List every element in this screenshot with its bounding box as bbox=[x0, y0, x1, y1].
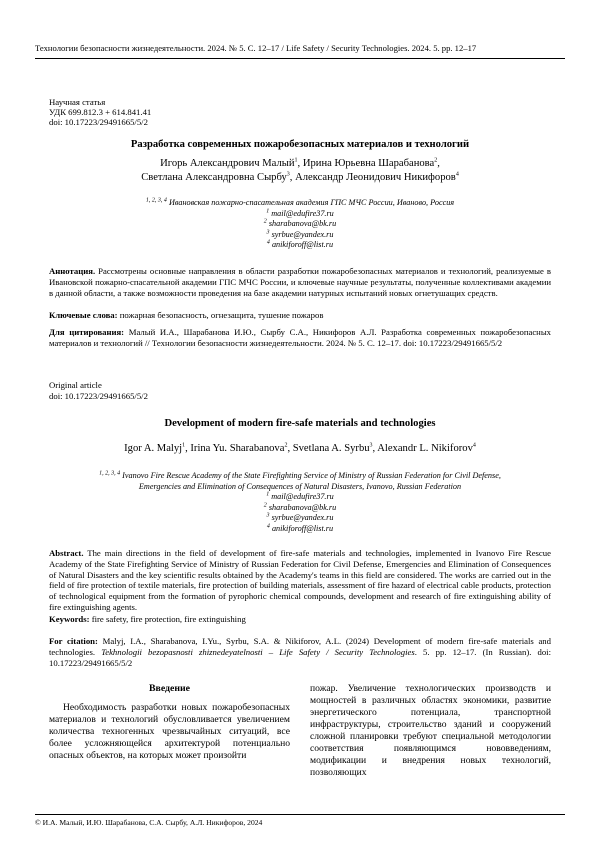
abstract-ru bbox=[49, 266, 551, 298]
intro-left-column: Необходимость разработки новых пожаробезопасных материалов и технологий обусловливается увеличением количества техногенных чрезвычайных ситуаций, все более усложняющейся архитектурой потенциально опасных объектов, на которых может произойти bbox=[49, 702, 290, 761]
citation-ru-label: Для цитирования: bbox=[49, 327, 125, 337]
email-4-ru: $^4$ anikiforoff@list.ru bbox=[266, 239, 334, 249]
author-1-ru: Игорь Александрович Малый bbox=[160, 158, 295, 169]
affiliation-ru-sup: 1, 2, 3, 4 bbox=[145, 197, 167, 204]
keywords-en-text: fire safety, fire protection, fire extinguishing bbox=[89, 614, 246, 624]
affiliation-en bbox=[35, 471, 565, 534]
affiliation-ru-text: Ивановская пожарно-спасательная академия ГПС МЧС России, Иваново, Россия bbox=[166, 198, 455, 207]
keywords-en bbox=[49, 614, 551, 625]
author-2-ru-sup: 2 bbox=[434, 157, 438, 164]
citation-en-journal: Tekhnologii bezopasnosti zhiznedeyatelnosti – Life Safety / Security Technologies bbox=[101, 646, 415, 657]
header-rule bbox=[35, 58, 565, 59]
running-header: Технологии безопасности жизнедеятельности. 2024. № 5. С. 12–17 / Life Safety / Security Technologies. 2024. 5. pp. 12–17 bbox=[35, 43, 477, 53]
article-type-ru: Научная статья bbox=[49, 97, 106, 107]
citation-ru bbox=[49, 327, 551, 349]
article-type-en: Original article bbox=[49, 380, 102, 390]
udk: УДК 699.812.3 + 614.841.41 bbox=[49, 107, 152, 117]
email-3-en: $^3$ syrbue@yandex.ru bbox=[266, 512, 334, 522]
affiliation-ru bbox=[35, 198, 565, 251]
keywords-ru bbox=[49, 310, 551, 321]
authors-en: Igor A. Malyj$^1$, Irina Yu. Sharabanova$^2$, Svetlana A. Syrbu$^3$, Alexandr L. Nikiforov$^4$ bbox=[124, 442, 476, 454]
email-3-ru: $^3$ syrbue@yandex.ru bbox=[266, 228, 334, 239]
doi-ru: doi: 10.17223/29491665/5/2 bbox=[49, 117, 148, 127]
doi-en: doi: 10.17223/29491665/5/2 bbox=[49, 391, 148, 401]
author-1-en: Igor A. Malyj bbox=[124, 443, 183, 454]
author-2-en: , Irina Yu. Sharabanova bbox=[185, 443, 285, 454]
author-1-ru-sup: 1 bbox=[294, 157, 298, 164]
keywords-en-label: Keywords: bbox=[49, 614, 90, 624]
email-1-en: $^1$ mail@edufire37.ru bbox=[266, 491, 334, 501]
email-2-en: $^2$ sharabanova@bk.ru bbox=[263, 501, 337, 512]
author-4-ru-sup: 4 bbox=[455, 171, 459, 178]
citation-ru-text: Малый И.А., Шарабанова И.Ю., Сырбу С.А., Никифоров А.Л. Разработка современных пожаробезопасных материалов и технологий // Технологии безопасности жизнедеятельности. 2024. № 5. С. 12–17. doi: 10.17223/29491665/5/2 bbox=[49, 327, 552, 348]
abstract-ru-label: Аннотация. bbox=[49, 266, 96, 276]
affiliation-en-sup: 1, 2, 3, 4 bbox=[99, 470, 121, 477]
citation-en bbox=[49, 636, 551, 668]
citation-en-text-b: . 5. pp. 12–17. (In Russian). doi: 10.17223/29491665/5/2 bbox=[49, 646, 551, 668]
copyright: © И.А. Малый, И.Ю. Шарабанова, С.А. Сырбу, А.Л. Никифоров, 2024 bbox=[35, 818, 263, 827]
title-ru: Разработка современных пожаробезопасных материалов и технологий bbox=[130, 139, 470, 150]
footer-rule bbox=[35, 814, 565, 815]
author-sep-ru: , bbox=[437, 158, 440, 169]
title-en: Development of modern fire-safe materials and technologies bbox=[164, 418, 436, 429]
author-3-ru-sup: 3 bbox=[286, 171, 290, 178]
author-4-en: , Alexandr L. Nikiforov bbox=[372, 443, 473, 454]
keywords-ru-text: пожарная безопасность, огнезащита, тушение пожаров bbox=[117, 310, 324, 320]
author-2-ru: , Ирина Юрьевна Шарабанова bbox=[297, 158, 435, 169]
keywords-ru-label: Ключевые слова: bbox=[49, 310, 118, 320]
authors-ru bbox=[35, 157, 565, 185]
affiliation-en-line2: Emergencies and Elimination of Consequences of Natural Disasters, Ivanovo, Russian Federation bbox=[138, 481, 462, 491]
citation-en-label: For citation: bbox=[49, 636, 98, 646]
abstract-en-text: The main directions in the field of development of fire-safe materials and technologies, implemented in Ivanovo Fire Rescue Academy of the State Firefighting Service of Ministry of Russian Federation for Civil Defense, Emergencies and Elimination of Consequences of Natural Disasters and the key scientific results obtained by the Academy's teams in this field are considered. The works are carried out in the field of fire protection of textile materials, fire protection of building materials, assessment of fire hazard of electrical cable products, protection of technological equipment from the formation of pyrophoric chemical compounds, development and research of fire extinguishing ability of fire extinguishing agents. bbox=[49, 548, 551, 612]
email-1-ru: $^1$ mail@edufire37.ru bbox=[266, 207, 334, 218]
intro-right-column: пожар. Увеличение технологических производств и мощностей в различных областях экономики, развитие энергетического потенциала, транспортной инфраструктуры, строительство зданий и сооружений сложной планировки требуют специальной методологии соответствия появляющимся нововведениям, модификации и внедрения новых технологий, позволяющих bbox=[310, 683, 551, 778]
abstract-en bbox=[49, 548, 551, 613]
author-4-ru: , Александр Леонидович Никифоров bbox=[289, 172, 456, 183]
email-4-en: $^4$ anikiforoff@list.ru bbox=[266, 522, 334, 533]
author-3-ru: Светлана Александровна Сырбу bbox=[141, 172, 287, 183]
affiliation-en-line1: Ivanovo Fire Rescue Academy of the State Firefighting Service of Ministry of Russian Federation for Civil Defense, bbox=[120, 471, 501, 480]
citation-en-text-a: Malyj, I.A., Sharabanova, I.Yu., Syrbu, S.A. & Nikiforov, A.L. (2024) Development of modern fire-safe materials and technologies. bbox=[49, 636, 551, 657]
abstract-en-label: Abstract. bbox=[49, 548, 84, 558]
email-2-ru: $^2$ sharabanova@bk.ru bbox=[263, 218, 337, 228]
abstract-ru-text: Рассмотрены основные направления в области разработки пожаробезопасных материалов и технологий, реализуемые в Ивановской пожарно-спасательной академии ГПС МЧС России, и ключевые научные результаты, полученные коллективами академии в данной области, а также возможности проведения на базе академии натурных испытаний новых огнетушащих средств. bbox=[49, 266, 551, 298]
author-3-en: , Svetlana A. Syrbu bbox=[287, 443, 370, 454]
intro-heading: Введение bbox=[149, 683, 190, 694]
